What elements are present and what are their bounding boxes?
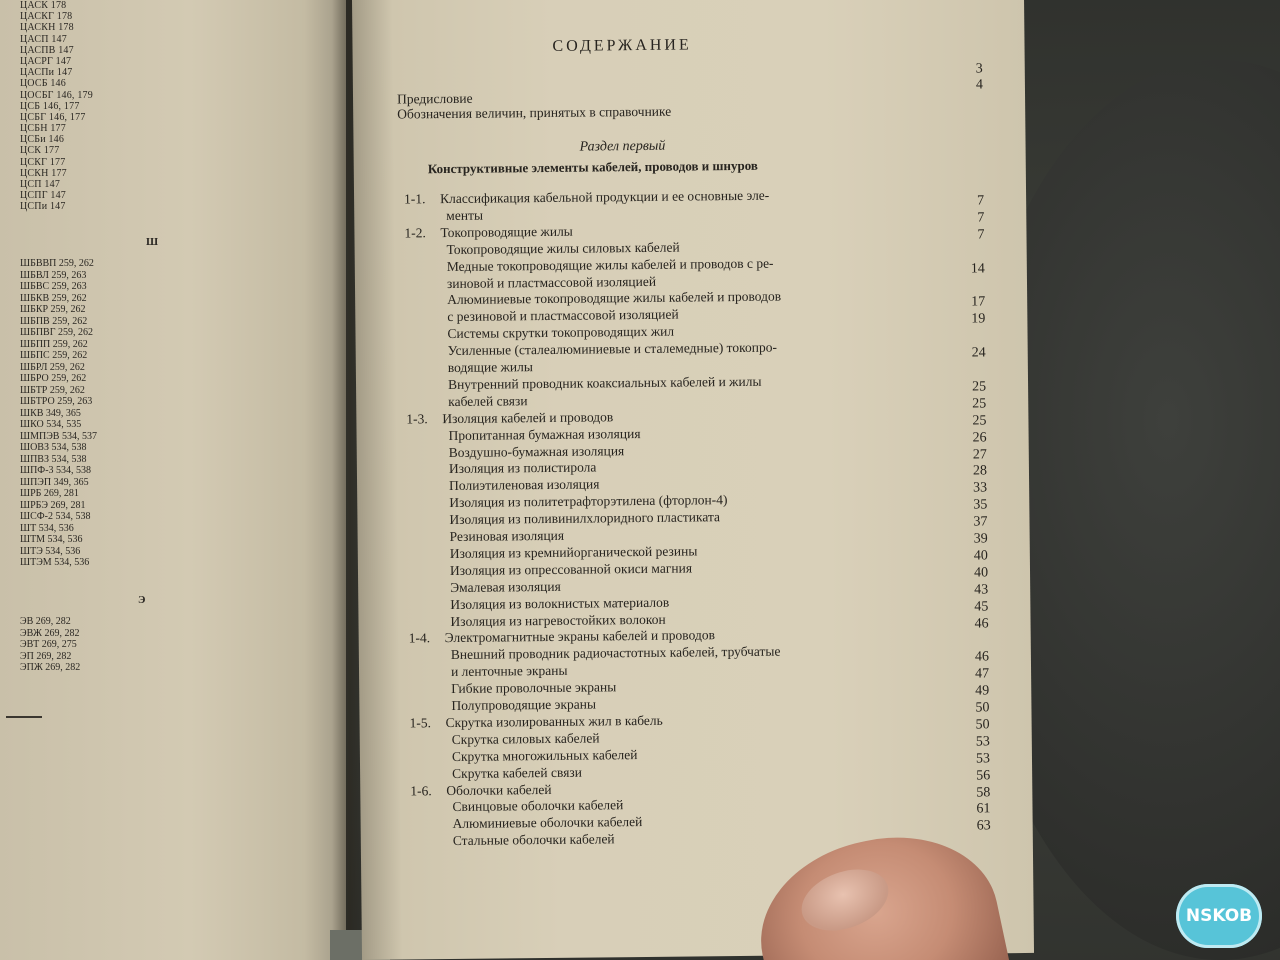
toc-entry-text: Алюминиевые оболочки кабелей (452, 814, 643, 832)
section-label: Раздел первый (579, 138, 666, 155)
index-entry: ШБРЛ 259, 262 (20, 361, 85, 373)
index-entry: ЦАСПВ 147 (20, 44, 74, 56)
toc-entry-number: 1-4. (408, 630, 431, 646)
index-entry: ШТЭМ 534, 536 (20, 557, 90, 568)
toc-entry-text: Гибкие проволочные экраны (451, 679, 617, 697)
toc-entry-text: Внешний проводник радиочастотных кабелей, трубчатые (450, 643, 781, 663)
toc-entry-text: Воздушно-бумажная изоляция (448, 442, 625, 460)
index-group-sh (20, 258, 220, 569)
toc-page-number: 4 (975, 77, 984, 93)
index-entry: ШМПЭВ 534, 537 (20, 430, 97, 442)
toc-page-number: 46 (974, 649, 989, 665)
toc-entry-text: Свинцовые оболочки кабелей (452, 797, 624, 815)
toc-page-number: 40 (973, 565, 989, 581)
toc-entry-number: 1-3. (406, 410, 428, 427)
toc-entry-text: Обозначения величин, принятых в справочнике (397, 103, 672, 122)
toc-page-number: 43 (974, 582, 989, 598)
index-entry: ШТ 534, 536 (20, 522, 74, 534)
section-title: Конструктивные элементы кабелей, проводов и шнуров (427, 157, 758, 177)
watermark-text: NSKOB (1185, 906, 1253, 926)
toc-entry-text: Токопроводящие жилы силовых кабелей (446, 239, 680, 257)
index-letter-e: Э (138, 594, 146, 606)
toc-entry-text: Скрутка многожильных кабелей (451, 746, 638, 764)
toc-page-number: 61 (976, 801, 991, 817)
toc-page-number: 49 (975, 683, 990, 699)
toc-page-number: 24 (971, 345, 986, 361)
index-entry: ЦСП 147 (20, 179, 61, 190)
index-entry: ЭВ 269, 282 (20, 616, 71, 627)
toc-entry-text: Медные токопроводящие жилы кабелей и проводов с ре- (446, 255, 774, 274)
index-entry: ШБВС 259, 263 (20, 281, 87, 292)
toc-entry-text: Токопроводящие жилы (440, 223, 573, 240)
toc-page-number: 53 (975, 751, 991, 767)
toc-entry-text: Скрутка кабелей связи (452, 764, 583, 781)
index-entry: ШБПВ 259, 262 (20, 315, 88, 327)
index-entry: ЦСБ 146, 177 (20, 100, 80, 112)
toc-page-number: 7 (977, 227, 985, 243)
toc-entry-text: менты (446, 207, 484, 223)
index-group-c (20, 0, 180, 213)
index-entry: ЦАСРГ 147 (20, 55, 72, 67)
index-entry: ЦСБН 177 (20, 123, 66, 135)
index-entry: ЦСПГ 147 (20, 190, 66, 202)
toc-page-number: 47 (975, 666, 990, 682)
toc-entry-text: кабелей связи (448, 392, 528, 409)
index-entry: ШБВЛ 259, 263 (20, 269, 87, 281)
toc-entry-text: Изоляция из политетрафторэтилена (фторлон-4) (449, 492, 728, 511)
toc-entry-text: Усиленные (сталеалюминиевые и сталемедные) токопро- (447, 339, 778, 359)
watermark-badge (1176, 884, 1262, 948)
left-page (0, 0, 346, 960)
toc-entry-text: Изоляция из опрессованной окиси магния (449, 560, 693, 578)
index-entry: ЦОСБГ 146, 179 (20, 89, 93, 101)
page-rule (6, 716, 42, 718)
index-entry: ШБПП 259, 262 (20, 338, 88, 350)
index-entry: ШРБЭ 269, 281 (20, 499, 86, 511)
index-entry: ЦСБи 146 (20, 134, 65, 146)
index-entry: ЦАСПи 147 (20, 67, 73, 79)
index-entry: ШБТРО 259, 263 (20, 396, 93, 407)
index-entry: ШОВЗ 534, 538 (20, 442, 87, 453)
toc-entry-text: зиновой и пластмассовой изоляцией (446, 273, 657, 291)
toc-page-number: 28 (972, 463, 988, 479)
toc-entry-text: Внутренний проводник коаксиальных кабелей и жилы (447, 373, 762, 392)
index-group-e (20, 616, 220, 674)
index-entry: ШБРО 259, 262 (20, 373, 87, 384)
toc-entry-text: Стальные оболочки кабелей (452, 831, 615, 849)
toc-entry-text: Полупроводящие экраны (451, 696, 597, 713)
table-of-contents (352, 0, 1034, 960)
toc-entry-text: Полиэтиленовая изоляция (449, 476, 600, 494)
toc-page-number: 7 (977, 193, 985, 209)
index-entry: ШПФ-3 534, 538 (20, 465, 92, 476)
toc-page-number: 50 (975, 700, 990, 716)
toc-entry-text: Изоляция из кремнийорганической резины (449, 543, 698, 561)
toc-page-number: 46 (974, 615, 989, 632)
toc-page-number: 33 (973, 480, 988, 496)
index-entry: ШБКР 259, 262 (20, 304, 86, 315)
toc-entry-text: Алюминиевые токопроводящие жилы кабелей и проводов (447, 288, 782, 308)
toc-entry-number: 1-6. (410, 782, 432, 798)
toc-page-number: 25 (972, 396, 987, 412)
index-entry: ШТЭ 534, 536 (20, 545, 81, 557)
index-entry: ШБВВП 259, 262 (20, 258, 94, 269)
index-entry: ЦАСП 147 (20, 33, 67, 45)
index-entry: ЦСКН 177 (20, 167, 67, 179)
index-letter-sh: Ш (146, 236, 159, 248)
index-entry: ШРБ 269, 281 (20, 488, 79, 499)
index-entry: ШПЭП 349, 365 (20, 476, 89, 488)
index-entry: ЭВЖ 269, 282 (20, 627, 80, 639)
index-entry: ЦАСКГ 178 (20, 11, 73, 23)
toc-entry-text: Эмалевая изоляция (450, 578, 561, 595)
index-entry: ЭПЖ 269, 282 (20, 662, 81, 673)
index-entry: ЦСКГ 177 (20, 156, 66, 168)
toc-page-number: 45 (974, 598, 989, 615)
toc-entry-text: Предисловие (396, 90, 473, 107)
toc-entry-text: Резиновая изоляция (449, 527, 565, 545)
index-entry: ШСФ-2 534, 538 (20, 511, 91, 522)
toc-entry-text: Изоляция из волокнистых материалов (450, 594, 670, 612)
toc-page-number: 7 (977, 210, 985, 226)
toc-page-number: 53 (975, 734, 990, 750)
index-entry: ШБПВГ 259, 262 (20, 327, 94, 338)
toc-page-number: 17 (971, 294, 986, 310)
toc-entry-text: с резиновой и пластмассовой изоляцией (447, 306, 679, 325)
right-page (352, 0, 1034, 960)
toc-entry-text: Скрутка силовых кабелей (451, 730, 600, 747)
toc-page-number: 40 (973, 548, 988, 564)
toc-entry-text: Скрутка изолированных жил в кабель (445, 712, 663, 730)
toc-page-number: 58 (976, 784, 991, 801)
index-entry: ШБТР 259, 262 (20, 384, 85, 396)
index-entry: ЭП 269, 282 (20, 650, 72, 662)
toc-entry-text: Электромагнитные экраны кабелей и проводов (444, 627, 715, 646)
toc-entry-text: водящие жилы (447, 359, 534, 376)
toc-page-number: 35 (973, 497, 988, 513)
toc-entry-text: Изоляция кабелей и проводов (442, 408, 614, 426)
toc-entry-text: Системы скрутки токопроводящих жил (447, 323, 675, 342)
index-entry: ШБПС 259, 262 (20, 350, 88, 361)
index-entry: ШТМ 534, 536 (20, 534, 83, 545)
index-entry: ЦСПи 147 (20, 201, 66, 213)
index-entry: ШКО 534, 535 (20, 419, 82, 430)
index-entry: ШКВ 349, 365 (20, 407, 81, 419)
toc-entry-text: Изоляция из полистирола (448, 459, 597, 477)
toc-entry-text: Оболочки кабелей (446, 781, 552, 798)
toc-page-number: 26 (972, 429, 987, 446)
toc-page-number: 14 (970, 260, 985, 277)
toc-page-number: 3 (975, 61, 983, 77)
toc-page-number: 50 (975, 717, 990, 733)
toc-page-number: 25 (972, 413, 987, 429)
toc-page-number: 56 (976, 767, 991, 784)
toc-entry-text: Изоляция из нагревостойких волокон (450, 611, 666, 629)
toc-page-number: 27 (972, 446, 987, 463)
toc-page-number: 37 (973, 514, 988, 530)
toc-entry-number: 1-2. (404, 225, 426, 241)
index-entry: ШБКВ 259, 262 (20, 292, 87, 304)
index-entry: ЦСБГ 146, 177 (20, 111, 86, 123)
toc-entry-number: 1-1. (404, 191, 426, 207)
index-entry: ЭВТ 269, 275 (20, 639, 77, 650)
index-entry: ЦОСБ 146 (20, 78, 66, 90)
index-entry: ШПВЗ 534, 538 (20, 453, 87, 465)
toc-entry-text: и ленточные экраны (450, 662, 568, 680)
index-entry: ЦСК 177 (20, 145, 60, 157)
toc-page-number: 25 (972, 379, 987, 395)
toc-entry-text: Пропитанная бумажная изоляция (448, 425, 641, 443)
toc-title: СОДЕРЖАНИЕ (552, 36, 692, 55)
toc-entry-text: Изоляция из поливинилхлоридного пластиката (449, 509, 721, 528)
toc-page-number: 63 (976, 818, 991, 834)
index-entry: ЦАСКН 178 (20, 22, 74, 34)
index-entry: ЦАСК 178 (20, 0, 67, 11)
toc-entry-number: 1-5. (409, 715, 432, 731)
toc-entry-text: Классификация кабельной продукции и ее основные эле- (440, 187, 770, 207)
toc-page-number: 19 (971, 311, 986, 327)
toc-page-number: 39 (973, 531, 988, 547)
